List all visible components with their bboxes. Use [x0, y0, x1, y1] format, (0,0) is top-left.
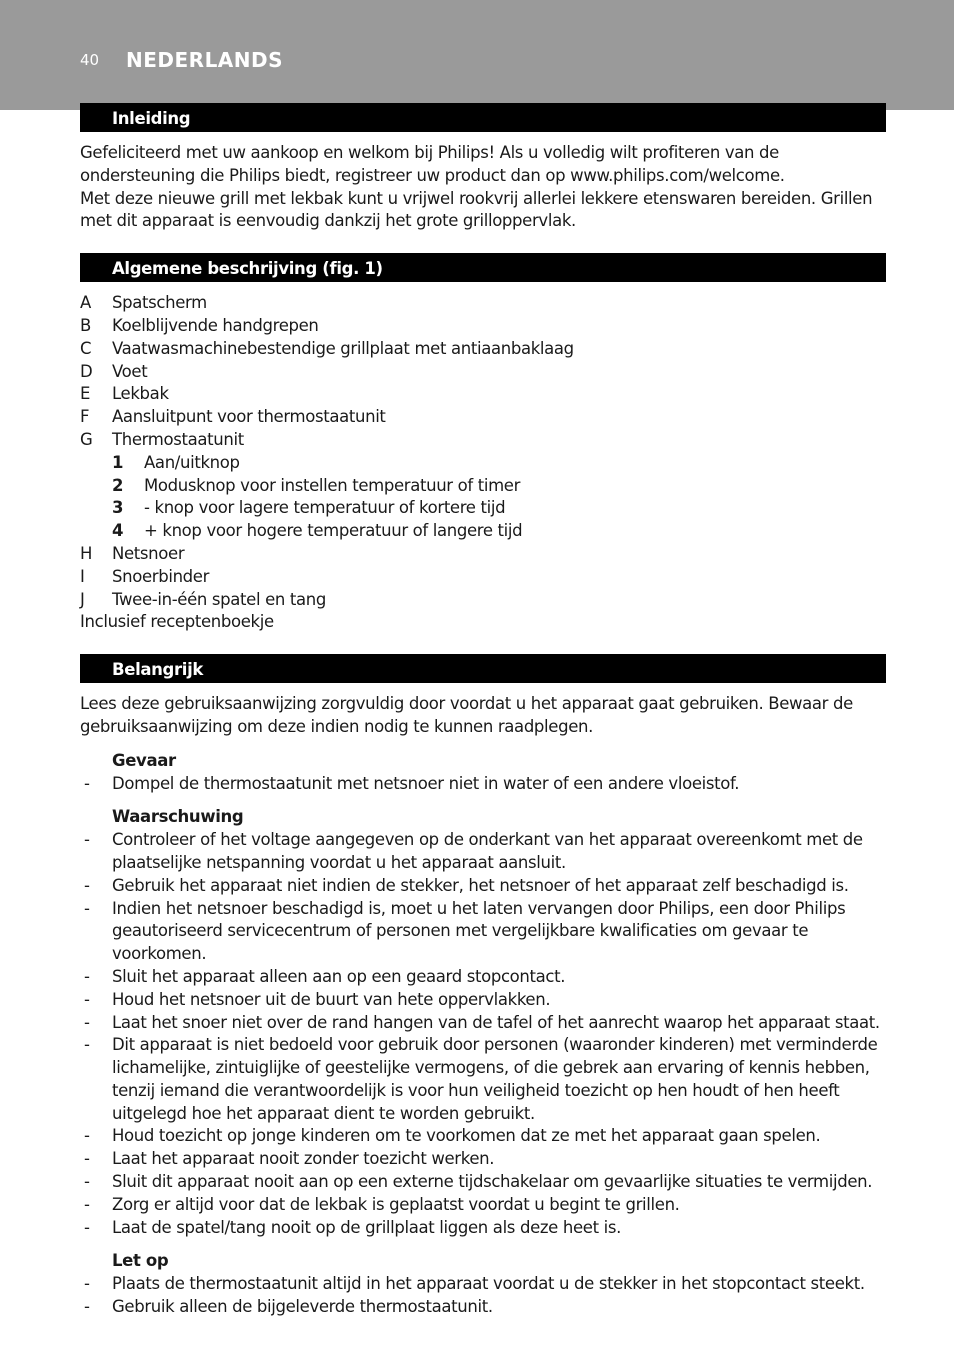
dash-marker: -	[84, 1194, 90, 1214]
item-letter: G	[80, 429, 93, 449]
list-item	[80, 315, 886, 338]
list-item	[80, 406, 886, 429]
list-item	[80, 338, 886, 361]
list-item	[80, 292, 886, 315]
item-letter: I	[80, 566, 85, 586]
bullet-text: Laat het apparaat nooit zonder toezicht werken.	[112, 1149, 495, 1169]
sub-item-text: Modusknop voor instellen temperatuur of timer	[144, 475, 521, 495]
item-letter: F	[80, 407, 90, 427]
bullet-text: Indien het netsnoer beschadigd is, moet u het laten vervangen door Philips, een door Philips geautoriseerd servicecentrum of personen met vergelijkbare kwalificaties om gevaar te voorkomen.	[112, 898, 846, 964]
bullet-text: Gebruik alleen de bijgeleverde thermostaatunit.	[112, 1297, 493, 1317]
dash-marker: -	[84, 1126, 90, 1146]
item-text: Koelblijvende handgrepen	[112, 315, 319, 335]
dash-marker: -	[84, 989, 90, 1009]
item-text: Spatscherm	[112, 293, 207, 313]
sub-item-number: 3	[112, 498, 124, 518]
sub-item-number: 4	[112, 521, 124, 541]
intro-paragraph-1: Gefeliciteerd met uw aankoop en welkom bij Philips! Als u volledig wilt profiteren van de ondersteuning die Philips biedt, registreer uw product dan op www.philips.com/welcome.	[80, 143, 785, 185]
dash-marker: -	[84, 898, 90, 918]
dash-marker: -	[84, 1149, 90, 1169]
item-letter: A	[80, 293, 91, 313]
dash-marker: -	[84, 1274, 90, 1294]
dash-marker: -	[84, 1012, 90, 1032]
bullet-text: Dit apparaat is niet bedoeld voor gebruik door personen (waaronder kinderen) met verminderde lichamelijke, zintuiglijke of geestelijke vermogens, of die gebrek aan ervaring of kennis hebben, tenzij iemand die verantwoordelijk is voor hun veiligheid toezicht op hen houdt of hen heeft uitgelegd hoe het apparaat dient te worden gebruikt.	[112, 1035, 878, 1123]
intro-paragraph-2: Met deze nieuwe grill met lekbak kunt u vrijwel rookvrij allerlei lekkere etenswaren bereiden. Grillen met dit apparaat is eenvoudig dankzij het grote grilloppervlak.	[80, 188, 873, 231]
sub-item-text: - knop voor lagere temperatuur of kortere tijd	[144, 498, 506, 518]
warning-bullet	[80, 1148, 886, 1171]
bullet-text: Houd het netsnoer uit de buurt van hete oppervlakken.	[112, 989, 551, 1009]
sub-list-item	[80, 475, 886, 498]
item-text: Voet	[112, 361, 148, 381]
bullet-text: Gebruik het apparaat niet indien de stekker, het netsnoer of het apparaat zelf beschadigd is.	[112, 875, 849, 895]
warning-bullet	[80, 829, 886, 875]
bullet-text: Plaats de thermostaatunit altijd in het apparaat voordat u de stekker in het stopcontact steekt.	[112, 1274, 865, 1294]
warning-bullet	[80, 1034, 886, 1125]
bullet-text: Laat de spatel/tang nooit op de grillplaat liggen als deze heet is.	[112, 1217, 621, 1237]
page-header	[0, 0, 954, 110]
dash-marker: -	[84, 773, 90, 793]
important-intro: Lees deze gebruiksaanwijzing zorgvuldig door voordat u het apparaat gaat gebruiken. Bewaar de gebruiksaanwijzing om deze indien nodig te kunnen raadplegen.	[80, 694, 853, 736]
bullet-text: Laat het snoer niet over de rand hangen van de tafel of het aanrecht waarop het apparaat staat.	[112, 1012, 880, 1032]
item-letter: J	[80, 589, 85, 609]
parts-list	[80, 292, 886, 634]
dash-marker: -	[84, 966, 90, 986]
bullet-text: Controleer of het voltage aangegeven op de onderkant van het apparaat overeenkomt met de plaatselijke netspanning voordat u het apparaat aansluit.	[112, 830, 863, 872]
item-text: Twee-in-één spatel en tang	[112, 589, 326, 609]
sub-item-text: + knop voor hogere temperatuur of langere tijd	[144, 521, 523, 541]
sub-list-item	[80, 497, 886, 520]
sub-item-text: Aan/uitknop	[144, 452, 240, 472]
item-letter: C	[80, 338, 92, 358]
bullet-text: Dompel de thermostaatunit met netsnoer niet in water of een andere vloeistof.	[112, 773, 740, 793]
danger-heading: Gevaar	[112, 750, 176, 770]
item-letter: H	[80, 543, 93, 563]
warning-bullet	[80, 989, 886, 1012]
item-letter: B	[80, 315, 91, 335]
warning-bullet	[80, 898, 886, 966]
warning-bullet	[80, 966, 886, 989]
dash-marker: -	[84, 875, 90, 895]
bullet-text: Zorg er altijd voor dat de lekbak is geplaatst voordat u begint te grillen.	[112, 1194, 680, 1214]
item-letter: D	[80, 361, 93, 381]
warning-heading: Waarschuwing	[112, 807, 244, 827]
language-title: NEDERLANDS	[126, 48, 284, 72]
section-heading-intro: Inleiding	[80, 103, 886, 132]
item-letter: E	[80, 384, 91, 404]
caution-bullet	[80, 1273, 886, 1296]
list-item	[80, 429, 886, 452]
warning-bullet	[80, 875, 886, 898]
section-heading-important: Belangrijk	[80, 654, 886, 683]
sub-item-number: 1	[112, 452, 124, 472]
caution-heading: Let op	[112, 1251, 169, 1271]
warning-bullet	[80, 1194, 886, 1217]
page-number: 40	[80, 51, 100, 69]
list-item	[80, 361, 886, 384]
danger-bullet	[80, 773, 886, 796]
list-item	[80, 543, 886, 566]
item-text: Thermostaatunit	[112, 429, 244, 449]
bullet-text: Sluit het apparaat alleen aan op een geaard stopcontact.	[112, 966, 566, 986]
item-text: Netsnoer	[112, 543, 185, 563]
caution-bullet	[80, 1296, 886, 1319]
dash-marker: -	[84, 1172, 90, 1192]
sub-item-number: 2	[112, 475, 124, 495]
dash-marker: -	[84, 1035, 90, 1055]
bullet-text: Houd toezicht op jonge kinderen om te voorkomen dat ze met het apparaat gaan spelen.	[112, 1126, 821, 1146]
dash-marker: -	[84, 1217, 90, 1237]
sub-list-item	[80, 452, 886, 475]
bullet-text: Sluit dit apparaat nooit aan op een externe tijdschakelaar om gevaarlijke situaties te vermijden.	[112, 1172, 873, 1192]
document-body	[80, 103, 886, 1319]
item-text: Aansluitpunt voor thermostaatunit	[112, 407, 386, 427]
dash-marker: -	[84, 830, 90, 850]
section-heading-description: Algemene beschrijving (fig. 1)	[80, 253, 886, 282]
warning-bullet	[80, 1125, 886, 1148]
warning-bullet	[80, 1171, 886, 1194]
sub-list-item	[80, 520, 886, 543]
list-item	[80, 589, 886, 612]
dash-marker: -	[84, 1297, 90, 1317]
item-text: Snoerbinder	[112, 566, 210, 586]
list-item	[80, 383, 886, 406]
item-text: Vaatwasmachinebestendige grillplaat met antiaanbaklaag	[112, 338, 574, 358]
item-text: Lekbak	[112, 384, 169, 404]
warning-bullet	[80, 1012, 886, 1035]
list-item	[80, 566, 886, 589]
included-note: Inclusief receptenboekje	[80, 612, 274, 632]
warning-bullet	[80, 1217, 886, 1240]
